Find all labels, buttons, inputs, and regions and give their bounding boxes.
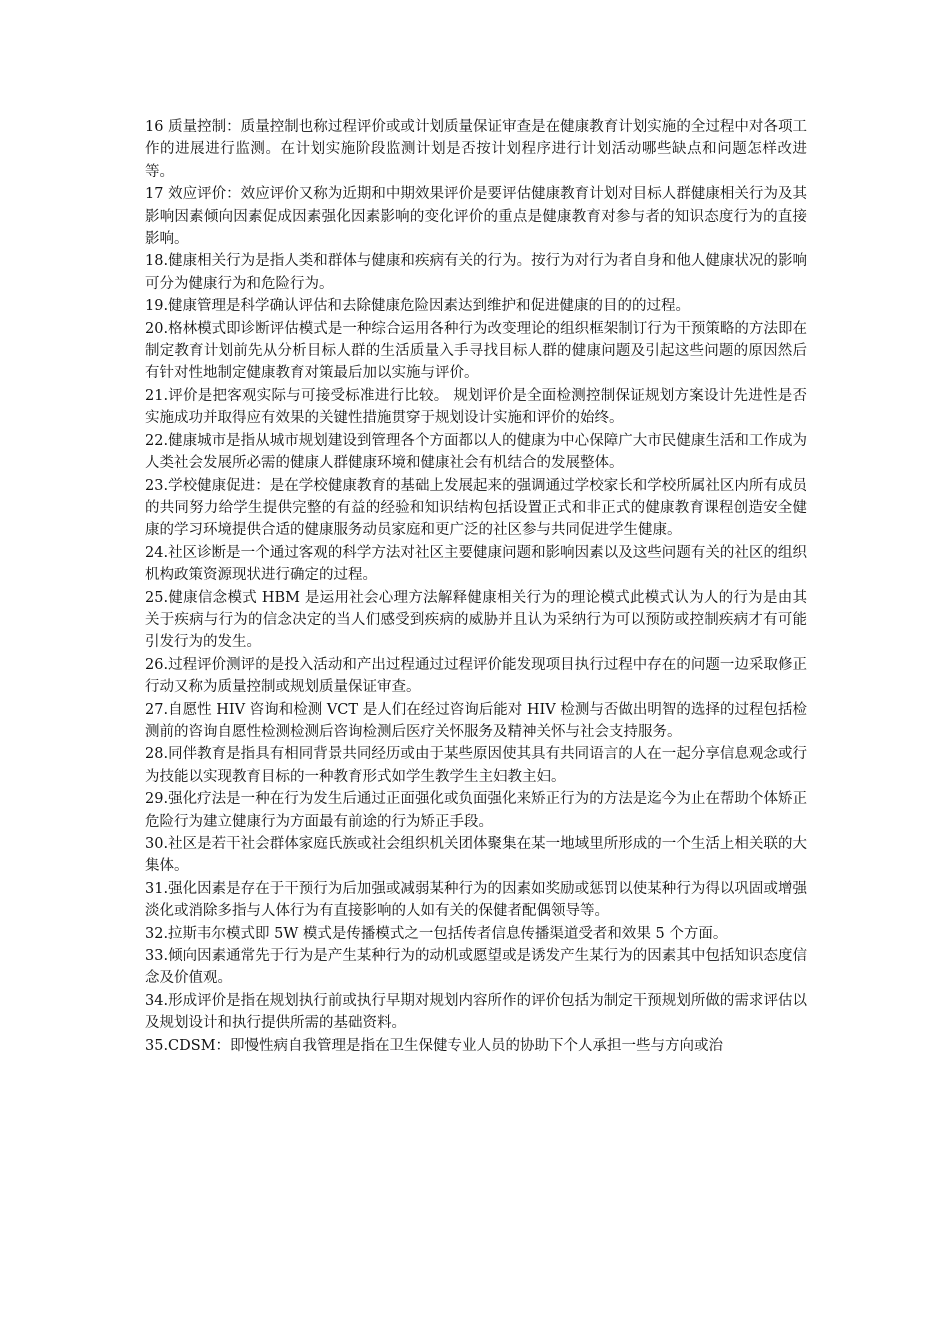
paragraph-26-process-evaluation: 26.过程评价测评的是投入活动和产出过程通过过程评价能发现项目执行过程中存在的问题一边采取修正行动又称为质量控制或规划质量保证审查。 xyxy=(145,656,807,696)
paragraph-24-community-diagnosis: 24.社区诊断是一个通过客观的科学方法对社区主要健康问题和影响因素以及这些问题有关的社区的组织机构政策资源现状进行确定的过程。 xyxy=(145,544,807,584)
paragraph-18-health-related-behavior: 18.健康相关行为是指人类和群体与健康和疾病有关的行为。按行为对行为者自身和他人健康状况的影响可分为健康行为和危险行为。 xyxy=(145,253,807,292)
paragraph-33-predisposing-factors: 33.倾向因素通常先于行为是产生某种行为的动机或愿望或是诱发产生某行为的因素其中包括知识态度信念及价值观。 xyxy=(145,948,807,987)
paragraph-27-vct: 27.自愿性 HIV 咨询和检测 VCT 是人们在经过咨询后能对 HIV 检测与否做出明智的选择的过程包括检测前的咨询自愿性检测检测后咨询检测后医疗关怀服务及精神关怀与社会支持服务。 xyxy=(145,701,807,740)
paragraph-21-evaluation: 21.评价是把客观实际与可接受标准进行比较。 规划评价是全面检测控制保证规划方案设计先进性是否实施成功并取得应有效果的关键性措施贯穿于规划设计实施和评价的始终。 xyxy=(145,387,807,427)
paragraph-25-health-belief-model: 25.健康信念模式 HBM 是运用社会心理方法解释健康相关行为的理论模式此模式认为人的行为是由其关于疾病与行为的信念决定的当人们感受到疾病的威胁并且认为采纳行为可以预防或控制疾病才有可能引发行为的发生。 xyxy=(145,589,807,651)
paragraph-34-formative-evaluation: 34.形成评价是指在规划执行前或执行早期对规划内容所作的评价包括为制定干预规划所做的需求评估以及规划设计和执行提供所需的基础资料。 xyxy=(145,992,807,1032)
paragraph-16-quality-control: 16 质量控制：质量控制也称过程评价或或计划质量保证审查是在健康教育计划实施的全过程中对各项工作的进展进行监测。在计划实施阶段监测计划是否按计划程序进行计划活动哪些缺点和问题怎样改进等。 xyxy=(145,119,807,180)
paragraph-20-green-model: 20.格林模式即诊断评估模式是一种综合运用各种行为改变理论的组织框架制订行为干预策略的方法即在制定教育计划前先从分析目标人群的生活质量入手寻找目标人群的健康问题及引起这些问题的原因然后有针对性地制定健康教育对策最后加以实施与评价。 xyxy=(145,320,807,382)
paragraph-23-school-health-promotion: 23.学校健康促进：是在学校健康教育的基础上发展起来的强调通过学校家长和学校所属社区内所有成员的共同努力给学生提供完整的有益的经验和知识结构包括设置正式和非正式的健康教育课程创造安全健康的学习环境提供合适的健康服务动员家庭和更广泛的社区参与共同促进学生健康。 xyxy=(145,477,807,539)
paragraph-31-reinforcing-factors: 31.强化因素是存在于干预行为后加强或减弱某种行为的因素如奖励或惩罚以使某种行为得以巩固或增强淡化或消除多指与人体行为有直接影响的人如有关的保健者配偶领导等。 xyxy=(145,880,807,920)
paragraph-17-effect-evaluation: 17 效应评价：效应评价又称为近期和中期效果评价是要评估健康教育计划对目标人群健康相关行为及其影响因素倾向因素促成因素强化因素影响的变化评价的重点是健康教育对参与者的知识态度行为的直接影响。 xyxy=(145,186,807,248)
paragraph-30-community: 30.社区是若干社会群体家庭氏族或社会组织机关团体聚集在某一地域里所形成的一个生活上相关联的大集体。 xyxy=(145,836,807,875)
paragraph-19-health-management: 19.健康管理是科学确认评估和去除健康危险因素达到维护和促进健康的目的的过程。 xyxy=(145,298,691,315)
document-page xyxy=(145,116,807,1057)
paragraph-22-healthy-city: 22.健康城市是指从城市规划建设到管理各个方面都以人的健康为中心保障广大市民健康生活和工作成为人类社会发展所必需的健康人群健康环境和健康社会有机结合的发展整体。 xyxy=(145,432,807,472)
paragraph-28-peer-education: 28.同伴教育是指具有相同背景共同经历或由于某些原因使其具有共同语言的人在一起分享信息观念或行为技能以实现教育目标的一种教育形式如学生教学生主妇教主妇。 xyxy=(145,746,807,785)
paragraph-29-reinforcement-therapy: 29.强化疗法是一种在行为发生后通过正面强化或负面强化来矫正行为的方法是迄今为止在帮助个体矫正危险行为建立健康行为方面最有前途的行为矫正手段。 xyxy=(145,791,807,830)
paragraph-35-cdsm: 35.CDSM：即慢性病自我管理是指在卫生保健专业人员的协助下个人承担一些与方向或治 xyxy=(145,1037,724,1054)
paragraph-32-lasswell-model: 32.拉斯韦尔模式即 5W 模式是传播模式之一包括传者信息传播渠道受者和效果 5 个方面。 xyxy=(145,925,728,942)
